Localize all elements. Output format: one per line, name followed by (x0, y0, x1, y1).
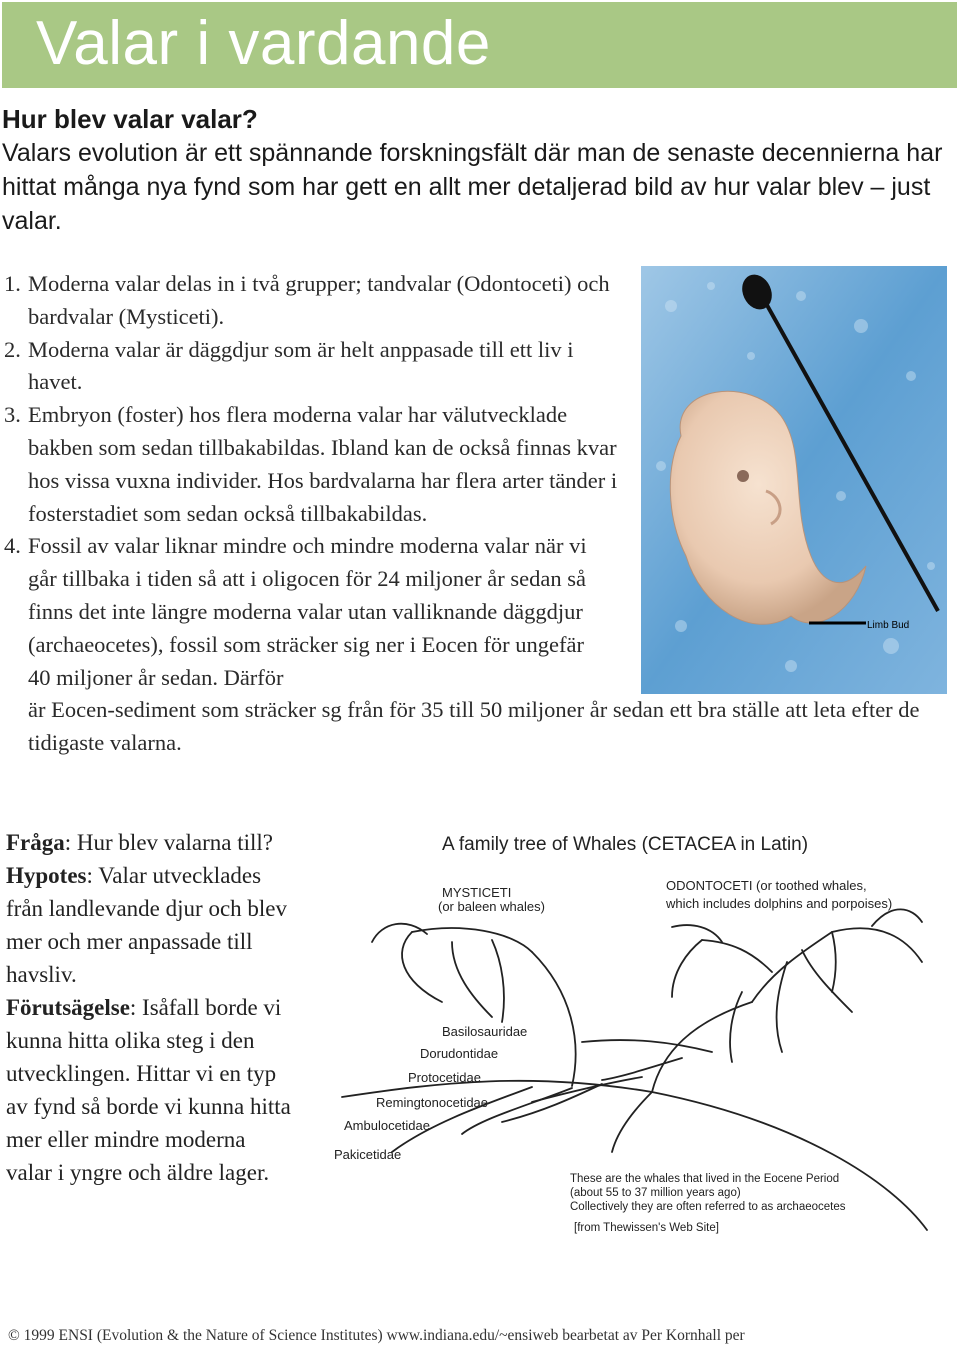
intro-question: Hur blev valar valar? (2, 104, 258, 134)
list-text-wide: är Eocen-sediment som sträcker sg från för 35 till 50 miljoner år sedan ett bra ställe att leta efter de tidigaste valarna. (28, 697, 920, 756)
list-item (0, 268, 626, 334)
forutsagelse-label: Förutsägelse (6, 995, 130, 1020)
page-title: Valar i vardande (36, 9, 491, 78)
tree-title: A family tree of Whales (CETACEA in Latin) (442, 834, 809, 855)
intro-paragraph: Valars evolution är ett spännande forskningsfält där man de senaste decennierna har hittat många nya fynd som har gett en allt mer detaljerad bild av hur valar blev – just valar. (2, 139, 943, 235)
list-text: Moderna valar är däggdjur som är helt anppasade till ett liv i havet. (28, 336, 574, 395)
family-dorudontidae: Dorudontidae (420, 1046, 499, 1061)
forutsagelse-text: : Isåfall borde vi kunna hitta olika steg i den utvecklingen. Hittar vi en typ av fynd så borde vi kunna hitta mer eller mindre moderna valar i yngre och äldre lager. (6, 995, 291, 1185)
tree-source: [from Thewissen's Web Site] (574, 1222, 719, 1234)
whale-family-tree (332, 822, 932, 1242)
intro-section (2, 104, 952, 238)
hypotes-label: Hypotes (6, 863, 87, 888)
list-number: 1. (4, 271, 21, 296)
eocene-note-line2: (about 55 to 37 million years ago) (570, 1187, 741, 1199)
family-basilosauridae: Basilosauridae (442, 1024, 528, 1039)
hypotes-text: : Valar utvecklades från landlevande djur och blev mer och mer anpassade till havsliv. (6, 863, 287, 987)
limb-bud-label: Limb Bud (867, 620, 910, 631)
list-number: 2. (4, 336, 21, 362)
fraga-text: : Hur blev valarna till? (64, 830, 273, 855)
list-number: 4. (4, 533, 21, 559)
family-remingtonocetidae: Remingtonocetidae (376, 1095, 489, 1110)
list-item (0, 399, 626, 530)
mysticeti-sublabel: (or baleen whales) (438, 899, 545, 914)
list-number: 3. (4, 402, 21, 428)
eocene-note-line1: These are the whales that lived in the Eocene Period (570, 1173, 840, 1185)
list-text-narrow: Fossil av valar liknar mindre och mindre moderna valar när vi går tillbaka i tiden så att i oligocen för 24 miljoner år sedan så finns det inte längre moderna valar utan valliknande däggdjur (archaeocetes), fossil som sträcker sig ner i Eocen för ungefär 40 miljoner år sedan. Därför (28, 533, 587, 690)
footer-copyright: © 1999 ENSI (Evolution & the Nature of Science Institutes) www.indiana.edu/~ensiweb bearbetat av Per Kornhall per (8, 1327, 745, 1344)
fraga-label: Fråga (6, 830, 65, 855)
odontoceti-sublabel: which includes dolphins and porpoises) (666, 896, 893, 911)
title-banner (2, 2, 957, 88)
list-text: Moderna valar delas in i två grupper; tandvalar (Odontoceti) och bardvalar (Mysticeti). (28, 271, 610, 329)
family-protocetidae: Protocetidae (408, 1070, 481, 1085)
hypothesis-section (6, 826, 296, 1189)
family-pakicetidae: Pakicetidae (334, 1147, 402, 1162)
eocene-note-line3: Collectively they are often referred to as archaeocetes (570, 1201, 846, 1213)
mysticeti-label: MYSTICETI (442, 885, 512, 900)
odontoceti-label: ODONTOCETI (or toothed whales, (666, 878, 867, 893)
list-item (0, 334, 626, 400)
family-ambulocetidae: Ambulocetidae (344, 1118, 430, 1133)
list-text: Embryon (foster) hos flera moderna valar har välutvecklade bakben som sedan tillbakabildas. Ibland kan de också finnas kvar hos vissa vuxna individer. Hos bardvalarna har flera arter tänder i fosterstadiet som sedan också tillbakabildas. (28, 402, 618, 526)
embryo-photo (641, 266, 947, 694)
